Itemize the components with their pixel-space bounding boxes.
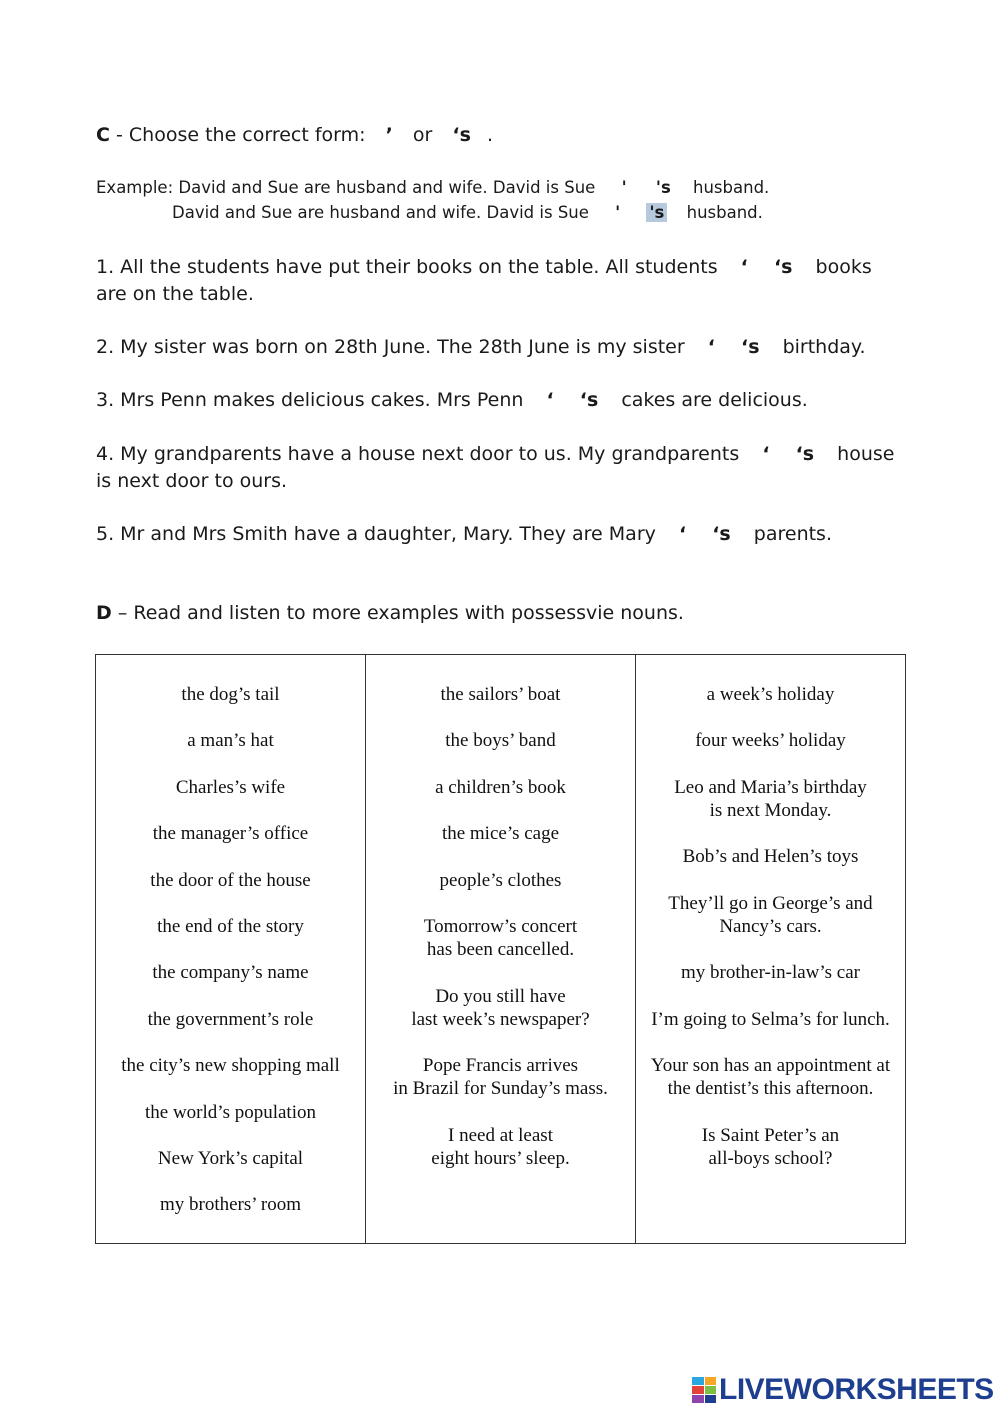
example-phrase — [370, 822, 631, 845]
example-phrase-line: the government’s role — [147, 1008, 314, 1030]
logo-block — [692, 1377, 704, 1385]
question-text: 3. Mrs Penn makes delicious cakes. Mrs Penn — [96, 389, 524, 411]
example-phrase-line: the dog’s tail — [181, 684, 280, 705]
legend-or: or — [412, 124, 433, 146]
example-phrase — [100, 822, 361, 845]
example-after: husband. — [693, 178, 770, 197]
question-text: 5. Mr and Mrs Smith have a daughter, Mary. They are Mary — [96, 523, 656, 545]
example-phrase — [100, 1147, 361, 1170]
example-phrase-line: last week’s newspaper? — [411, 1008, 590, 1030]
section-c-heading — [96, 124, 493, 146]
option-apostrophe-s[interactable]: ‘s — [579, 389, 599, 411]
example-phrase-line: Is Saint Peter’s an — [701, 1124, 840, 1146]
example-phrase-line: people’s clothes — [439, 869, 562, 891]
section-c-instruction: - Choose the correct form: — [109, 124, 366, 146]
example-answer-option-apostrophe[interactable]: ' — [615, 203, 621, 222]
example-phrase-line: Tomorrow’s concert — [423, 915, 578, 937]
option-apostrophe[interactable]: ‘ — [707, 336, 715, 358]
example-phrase-line: I need at least — [448, 1124, 553, 1146]
example-sentence: David and Sue are husband and wife. David is Sue — [178, 178, 596, 197]
question-2 — [96, 334, 906, 361]
legend-period: . — [486, 124, 493, 146]
option-apostrophe[interactable]: ‘ — [762, 443, 770, 465]
logo-block — [705, 1395, 717, 1403]
examples-column-3 — [636, 655, 906, 1244]
example-answer-after: husband. — [686, 203, 763, 222]
logo-mark-icon — [692, 1377, 716, 1403]
example-phrase-line: the end of the story — [157, 915, 304, 937]
question-text: 2. My sister was born on 28th June. The 28th June is my sister — [96, 336, 685, 358]
example-phrase — [100, 961, 361, 984]
logo-block — [692, 1395, 704, 1403]
example-phrase — [370, 1124, 631, 1170]
example-phrase-line: New York’s capital — [157, 1147, 304, 1169]
example-phrase — [640, 729, 901, 752]
example-phrase — [640, 961, 901, 984]
example-phrase-line: is next Monday. — [709, 799, 832, 821]
example-phrase-line: my brothers’ room — [159, 1194, 302, 1216]
section-d-letter: D — [96, 602, 112, 624]
logo-block — [692, 1386, 704, 1394]
examples-column-1 — [96, 655, 366, 1244]
example-phrase-line: four weeks’ holiday — [695, 730, 846, 752]
legend-apostrophe-s: ‘s — [452, 124, 471, 146]
example-phrase — [370, 915, 631, 961]
example-phrase — [100, 869, 361, 892]
example-phrase-line: the dentist’s this afternoon. — [667, 1078, 874, 1100]
example-phrase — [370, 776, 631, 799]
example-phrase — [100, 1193, 361, 1216]
example-phrase — [640, 776, 901, 822]
question-text-after: books are on the table. — [96, 256, 872, 305]
example-phrase-line: Pope Francis arrives — [422, 1055, 579, 1077]
question-4 — [96, 441, 906, 495]
question-3 — [96, 387, 906, 414]
example-phrase — [100, 1101, 361, 1124]
option-apostrophe-s[interactable]: ‘s — [712, 523, 731, 545]
example-phrase — [370, 869, 631, 892]
example-phrase — [370, 1054, 631, 1100]
example-phrase-line: Leo and Maria’s birthday — [674, 776, 867, 798]
example-option-apostrophe[interactable]: ' — [621, 178, 627, 197]
example-line-1 — [96, 178, 769, 197]
example-answer-selected-option[interactable]: 's — [646, 203, 667, 222]
example-phrase — [100, 1054, 361, 1077]
question-text: 4. My grandparents have a house next door to us. My grandparents — [96, 443, 740, 465]
example-phrase-line: Nancy’s cars. — [719, 915, 822, 937]
example-phrase-line: a week’s holiday — [706, 684, 835, 705]
example-phrase-line: Charles’s wife — [175, 776, 286, 798]
question-text-after: parents. — [753, 523, 832, 545]
example-phrase — [640, 1008, 901, 1031]
example-phrase-line: the sailors’ boat — [440, 684, 561, 705]
example-phrase-line: a children’s book — [435, 776, 566, 798]
question-text-after: house is next door to ours. — [96, 443, 895, 492]
logo-block — [705, 1386, 717, 1394]
example-phrase — [640, 892, 901, 938]
example-phrase-line: the boys’ band — [445, 730, 556, 752]
section-d-instruction: – Read and listen to more examples with possessvie nouns. — [111, 602, 684, 624]
example-line-2 — [172, 203, 763, 222]
example-phrase-line: all-boys school? — [708, 1147, 833, 1169]
question-text-after: birthday. — [782, 336, 866, 358]
example-phrase — [100, 776, 361, 799]
example-phrase-line: Do you still have — [435, 985, 566, 1007]
example-phrase-line: my brother-in-law’s car — [681, 962, 860, 984]
example-label: Example: — [96, 178, 174, 197]
example-phrase-line: the world’s population — [145, 1101, 316, 1123]
question-text-after: cakes are delicious. — [621, 389, 808, 411]
example-phrase-line: the manager’s office — [152, 823, 309, 845]
example-phrase — [640, 1124, 901, 1170]
logo-block — [705, 1377, 717, 1385]
example-sentence-answer: David and Sue are husband and wife. David is Sue — [172, 203, 589, 222]
example-phrase — [100, 729, 361, 752]
example-phrase-line: the company’s name — [152, 962, 309, 984]
example-phrase-line: has been cancelled. — [426, 939, 575, 961]
examples-column-2 — [366, 655, 636, 1244]
question-1 — [96, 254, 906, 308]
example-phrase — [370, 729, 631, 752]
option-apostrophe-s[interactable]: ‘s — [773, 256, 793, 278]
option-apostrophe-s[interactable]: ‘s — [795, 443, 815, 465]
example-phrase — [100, 915, 361, 938]
liveworksheets-logo — [692, 1374, 994, 1406]
example-phrase-line: I’m going to Selma’s for lunch. — [651, 1008, 890, 1030]
question-text: 1. All the students have put their books on the table. All students — [96, 256, 718, 278]
option-apostrophe[interactable]: ‘ — [740, 256, 748, 278]
example-phrase — [640, 1054, 901, 1100]
example-phrase — [100, 683, 361, 706]
example-phrase-line: Bob’s and Helen’s toys — [682, 846, 859, 868]
example-option-apostrophe-s[interactable]: 's — [655, 178, 671, 197]
example-phrase-line: a man’s hat — [187, 730, 274, 752]
example-phrase-line: the door of the house — [150, 869, 311, 891]
example-phrase-line: Your son has an appointment at — [650, 1055, 891, 1077]
legend-apostrophe: ’ — [385, 124, 393, 146]
example-phrase-line: the mice’s cage — [441, 823, 560, 845]
examples-table — [95, 654, 906, 1244]
example-phrase-line: They’ll go in George’s and — [668, 892, 873, 914]
question-5 — [96, 521, 906, 548]
example-phrase-line: eight hours’ sleep. — [431, 1147, 570, 1169]
option-apostrophe[interactable]: ‘ — [546, 389, 554, 411]
example-phrase — [370, 683, 631, 706]
option-apostrophe[interactable]: ‘ — [678, 523, 687, 545]
section-c-letter: C — [96, 124, 110, 146]
example-phrase — [640, 683, 901, 706]
example-phrase-line: in Brazil for Sunday’s mass. — [393, 1078, 608, 1100]
example-phrase — [640, 845, 901, 868]
example-phrase — [100, 1008, 361, 1031]
logo-text: LIVEWORKSHEETS — [719, 1373, 994, 1406]
section-d-heading — [96, 602, 684, 624]
option-apostrophe-s[interactable]: ‘s — [741, 336, 760, 358]
example-phrase-line: the city’s new shopping mall — [121, 1055, 340, 1077]
example-phrase — [370, 985, 631, 1031]
